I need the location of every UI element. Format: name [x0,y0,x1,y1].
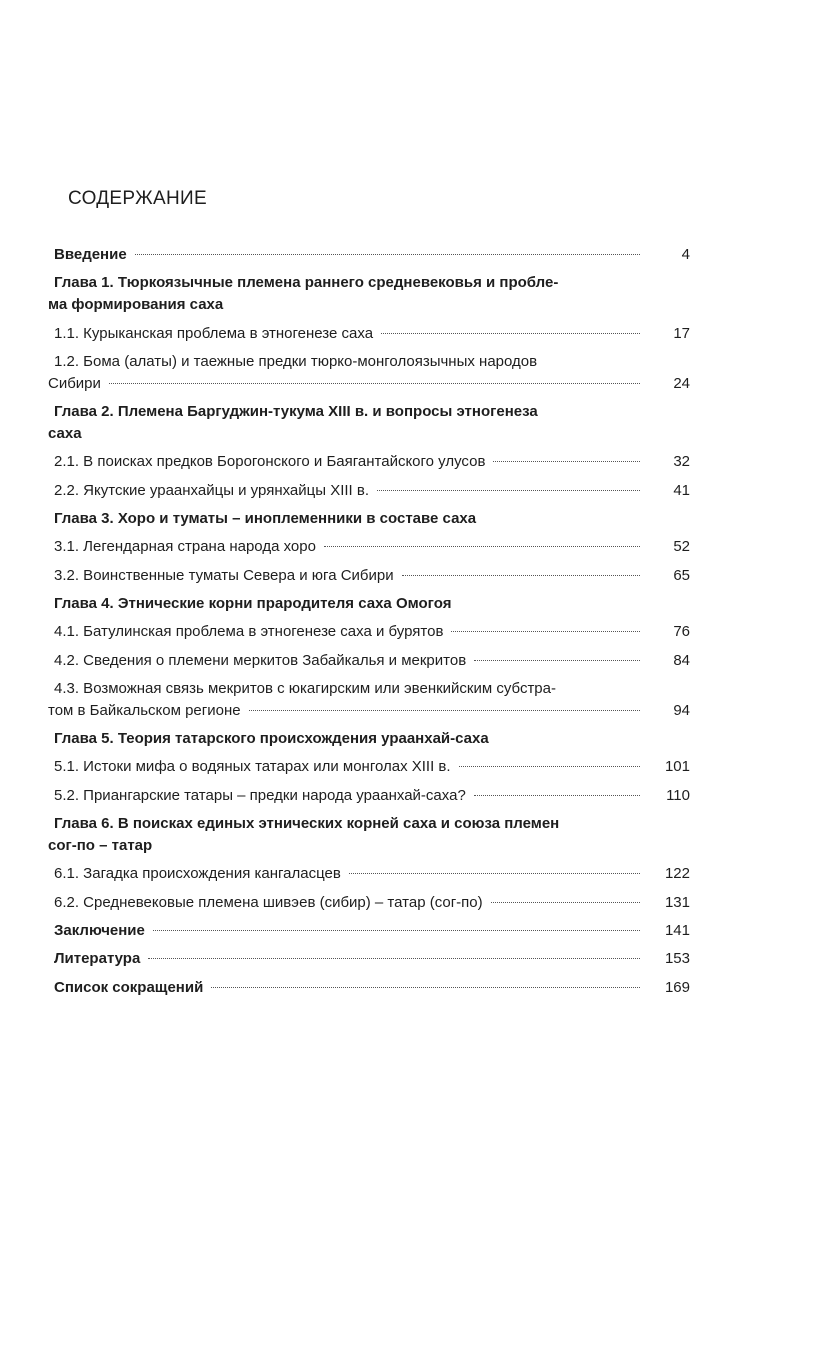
toc-page-number: 52 [673,538,690,556]
toc-section-entry [48,451,690,473]
toc-entry-text: 3.2. Воинственные туматы Севера и юга Сибири [54,566,394,584]
toc-entry-line [48,785,690,807]
dot-leader [451,631,640,632]
toc-entry-text: сог-по – татар [48,837,153,855]
toc-section-entry [48,536,690,558]
toc-chapter-entry [48,728,690,750]
toc-page-number: 110 [666,786,690,804]
toc-page-number: 84 [673,651,690,669]
toc-section-entry [48,480,690,502]
toc-entry-text: 6.2. Средневековые племена шивэев (сибир) – татар (сог-по) [54,893,483,911]
toc-page-number: 169 [664,978,690,996]
toc-chapter-entry [48,920,690,942]
toc-section-entry [48,621,690,643]
toc-entry-text: 2.1. В поисках предков Борогонского и Баягантайского улусов [54,453,486,471]
toc-section-entry [48,756,690,778]
toc-page-number: 24 [673,374,690,392]
toc-entry-text: 4.2. Сведения о племени меркитов Забайкалья и мекритов [54,651,467,669]
toc-page-number: 131 [664,893,690,911]
toc-entry-text: 1.2. Бома (алаты) и таежные предки тюрко-монголоязычных народов [54,352,538,370]
dot-leader [249,710,640,711]
toc-entry-line [48,565,690,587]
toc-chapter-entry [48,401,690,445]
toc-entry-line [48,423,690,445]
toc-entry-line [48,977,690,999]
toc-section-entry [48,678,690,722]
toc-entry-text: Глава 5. Теория татарского происхождения ураанхай-саха [54,730,489,748]
toc-chapter-entry [48,813,690,857]
toc-entry-text: 4.1. Батулинская проблема в этногенезе саха и бурятов [54,623,444,641]
toc-entry-line [48,508,690,530]
toc-entry-text: Глава 2. Племена Баргуджин-тукума XIII в. и вопросы этногенеза [54,403,538,421]
toc-entry-line [48,401,690,423]
toc-page-number: 122 [664,865,690,883]
toc-section-entry [48,323,690,345]
toc-entry-text: 4.3. Возможная связь мекритов с юкагирским или эвенкийским субстра- [54,679,556,697]
toc-entry-line [48,323,690,345]
toc-entry-text: Список сокращений [54,978,204,996]
toc-chapter-entry [48,977,690,999]
dot-leader [135,254,640,255]
dot-leader [459,766,640,767]
toc-entry-text: 2.2. Якутские ураанхайцы и урянхайцы XIII в. [54,481,369,499]
toc-page-number: 141 [664,921,690,939]
toc-entry-text: Глава 4. Этнические корни прародителя саха Омогоя [54,594,452,612]
toc-entry-text: 3.1. Легендарная страна народа хоро [54,538,316,556]
toc-entry-line [48,621,690,643]
dot-leader [109,383,640,384]
toc-entry-line [48,920,690,942]
dot-leader [381,333,640,334]
toc-entry-line [48,948,690,970]
table-of-contents [48,244,690,1005]
toc-entry-text: саха [48,425,82,443]
toc-page-number: 17 [673,324,690,342]
toc-entry-line [48,863,690,885]
toc-entry-line [48,294,690,316]
toc-entry-text: ма формирования саха [48,296,224,314]
toc-entry-line [48,756,690,778]
toc-page-number: 41 [673,481,690,499]
toc-section-entry [48,785,690,807]
toc-entry-text: Введение [54,246,127,263]
dot-leader [324,546,640,547]
toc-entry-line [48,480,690,502]
dot-leader [349,873,640,874]
toc-page-number: 76 [673,623,690,641]
toc-page-number: 153 [664,950,690,968]
toc-entry-line [48,678,690,700]
toc-page-number: 101 [664,758,690,776]
toc-page-number: 4 [681,246,690,263]
toc-chapter-entry [48,593,690,615]
dot-leader [491,902,640,903]
toc-entry-line [48,373,690,395]
dot-leader [211,987,640,988]
toc-entry-line [48,728,690,750]
dot-leader [148,958,640,959]
toc-entry-line [48,593,690,615]
dot-leader [402,575,640,576]
toc-entry-text: Сибири [48,374,101,392]
toc-section-entry [48,650,690,672]
toc-chapter-entry [48,244,690,266]
toc-page-number: 94 [673,701,690,719]
toc-page-number: 32 [673,453,690,471]
toc-section-entry [48,351,690,395]
toc-chapter-entry [48,272,690,316]
toc-chapter-entry [48,948,690,970]
page-title: СОДЕРЖАНИЕ [68,188,207,209]
toc-entry-line [48,892,690,914]
toc-entry-line [48,813,690,835]
toc-entry-line [48,272,690,294]
toc-entry-text: 1.1. Курыканская проблема в этногенезе саха [54,324,374,342]
toc-entry-text: Глава 1. Тюркоязычные племена раннего средневековья и пробле- [54,274,559,292]
dot-leader [153,930,640,931]
toc-entry-line [48,835,690,857]
toc-entry-line [48,451,690,473]
toc-page-number: 65 [673,566,690,584]
toc-section-entry [48,892,690,914]
toc-entry-line [48,536,690,558]
toc-entry-line [48,700,690,722]
toc-entry-text: Глава 6. В поисках единых этнических корней саха и союза племен [54,815,560,833]
toc-entry-line [48,351,690,373]
toc-entry-line [48,650,690,672]
dot-leader [377,490,640,491]
dot-leader [474,795,640,796]
toc-section-entry [48,863,690,885]
toc-chapter-entry [48,508,690,530]
toc-entry-text: Глава 3. Хоро и туматы – иноплеменники в составе саха [54,510,477,528]
toc-entry-text: 5.2. Приангарские татары – предки народа ураанхай-саха? [54,786,466,804]
dot-leader [474,660,640,661]
toc-section-entry [48,565,690,587]
toc-entry-text: том в Байкальском регионе [48,701,241,719]
toc-entry-text: 6.1. Загадка происхождения кангаласцев [54,865,341,883]
toc-entry-text: Литература [54,950,141,968]
toc-entry-text: Заключение [54,921,145,939]
toc-entry-line [48,244,690,266]
toc-entry-text: 5.1. Истоки мифа о водяных татарах или монголах XIII в. [54,758,451,776]
dot-leader [493,461,640,462]
